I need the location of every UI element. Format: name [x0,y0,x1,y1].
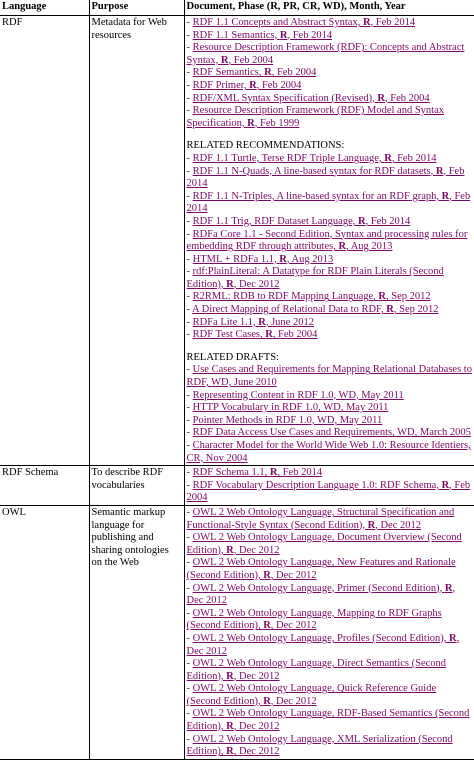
document-date: , Dec 2012 [233,670,280,682]
document-link[interactable] [193,153,437,164]
list-dash: - [186,467,193,479]
document-entry [187,440,473,465]
document-link[interactable] [193,93,430,104]
document-entry [187,153,473,166]
document-title: rdf:PlainLiteral: A Datatype for RDF Plain Literals (Second Edition), [186,266,444,290]
document-title: RDF 1.1 Turtle, Terse RDF Triple Language, [192,152,385,164]
document-title: RDFa Core 1.1 - Second Edition, Syntax and processing rules for embedding RDF through attributes, [186,228,468,253]
document-title: R2RML: RDB to RDF Mapping Language, [192,291,379,303]
header-language: Language [0,0,89,16]
document-entry [187,291,473,304]
purpose-cell: Semantic markup language for publishing and sharing ontologies on the Web [89,505,184,759]
document-entry [187,467,473,480]
phase-label: R [338,241,347,253]
document-link[interactable] [193,30,332,41]
list-dash: - [186,389,193,401]
document-link[interactable] [193,291,431,302]
document-link[interactable] [193,317,314,328]
document-title: OWL 2 Web Ontology Language, Profiles (Second Edition), [192,632,449,644]
document-date: , Feb 2014 [391,152,437,164]
document-link[interactable] [187,440,471,464]
document-link[interactable] [187,583,456,607]
document-title: Pointer Methods in RDF 1.0, WD, May 2011 [192,414,383,426]
document-entry [187,93,473,106]
phase-label: R [263,620,271,632]
list-dash: - [186,440,193,451]
document-date: , Dec 2012 [270,695,317,707]
list-dash: - [186,479,193,491]
document-link[interactable] [193,402,389,413]
phase-label: R [444,582,453,594]
document-link[interactable] [187,166,465,190]
document-title: RDF/XML Syntax Specification (Revised), [192,92,378,104]
document-entry [187,80,473,93]
document-entry [187,507,473,532]
list-dash: - [186,632,193,644]
list-dash: - [186,329,193,341]
document-link[interactable] [193,329,318,340]
list-dash: - [186,228,193,240]
document-title: Resource Description Framework (RDF): Concepts and Abstract Syntax, [186,42,465,66]
document-entry [187,734,473,759]
document-link[interactable] [187,557,456,581]
phase-label: R [279,29,288,41]
document-entry [187,17,473,30]
document-entry [187,683,473,708]
document-link[interactable] [187,633,460,657]
document-date: , Dec 2012 [233,278,280,290]
document-link[interactable] [193,415,383,426]
phase-label: R [265,329,273,341]
phase-label: R [226,278,234,290]
document-date: , Dec 2012 [186,632,460,657]
document-entry [187,708,473,733]
document-entry [187,105,473,130]
document-entry [187,532,473,557]
document-title: Character Model for the World Wide Web 1.0: Resource Identiers, CR, Nov 2004 [186,440,471,464]
language-cell: RDF [0,16,89,466]
document-title: OWL 2 Web Ontology Language, Direct Semantics (Second Edition), [186,658,447,682]
phase-label: R [249,79,257,91]
list-dash: - [186,708,193,720]
table-row [0,505,474,759]
list-dash: - [186,733,193,745]
phase-label: R [378,291,387,303]
document-link[interactable] [187,683,437,707]
document-date: , Sep 2012 [393,304,439,316]
document-title: OWL 2 Web Ontology Language, Structural Specification and Functional-Style Syntax (Second Edition), [186,506,455,531]
list-dash: - [186,683,193,695]
document-entry [187,191,473,216]
phase-label: R [226,746,234,758]
document-title: A Direct Mapping of Relational Data to RDF, [192,304,387,316]
document-title: OWL 2 Web Ontology Language, Document Overview (Second Edition), [186,532,462,556]
phase-label: R [258,316,266,328]
document-link[interactable] [187,507,455,531]
header-row [0,0,474,16]
document-title: HTTP Vocabulary in RDF 1.0, WD, May 2011 [192,402,389,414]
phase-label: R [269,467,278,479]
document-entry [187,317,473,330]
document-date: , Dec 2012 [233,721,280,733]
document-entry [187,608,473,633]
document-date: , Dec 2012 [375,519,421,531]
document-date: , Feb 2014 [186,190,471,215]
document-date: , Feb 2004 [385,92,430,104]
document-entry [187,633,473,658]
list-dash: - [186,291,193,303]
list-dash: - [186,658,193,670]
document-title: OWL 2 Web Ontology Language, Mapping to RDF Graphs (Second Edition), [186,607,442,632]
document-title: RDF Data Access Use Cases and Requirements, WD, March 2005 [192,427,471,439]
language-cell: OWL [0,505,89,759]
list-dash: - [186,79,193,91]
document-entry [187,390,473,403]
document-title: OWL 2 Web Ontology Language, Quick Reference Guide (Second Edition), [186,683,437,707]
document-date: , Feb 2014 [365,215,411,227]
purpose-cell: To describe RDF vocabularies [89,466,184,506]
document-date: , Aug 2013 [286,253,334,265]
document-title: OWL 2 Web Ontology Language, RDF-Based Semantics (Second Edition), [186,708,470,733]
document-date: , Feb 2004 [256,79,302,91]
list-dash: - [186,29,193,41]
document-entry [187,415,473,428]
document-date: , June 2012 [265,316,314,328]
phase-label: R [377,92,386,104]
phase-label: R [264,67,272,79]
phase-label: R [358,215,366,227]
document-link[interactable] [192,304,438,315]
document-date: , Sep 2012 [386,291,431,303]
list-dash: - [186,607,193,619]
list-dash: - [186,105,193,117]
document-entry [187,364,473,389]
document-link[interactable] [193,216,411,227]
list-dash: - [186,215,193,227]
document-entry [187,583,473,608]
document-date: , Aug 2013 [346,241,393,253]
document-entry [187,216,473,229]
list-dash: - [186,414,193,426]
phase-label: R [263,569,271,581]
document-link[interactable] [187,42,465,66]
document-link[interactable] [187,229,468,253]
document-title: RDF Primer, [192,79,250,91]
document-date: , Feb 2014 [287,29,333,41]
document-title: RDF Schema 1.1, [192,467,270,479]
document-title: RDF 1.1 Trig, RDF Dataset Language, [192,215,358,227]
document-date: , Dec 2012 [233,746,280,758]
documents-cell [184,505,474,759]
document-date: , Feb 2014 [277,467,323,479]
document-link[interactable] [193,390,404,401]
document-date: , Feb 2004 [228,54,274,66]
list-dash: - [186,92,193,104]
document-title: OWL 2 Web Ontology Language, New Features and Rationale (Second Edition), [186,557,456,581]
document-entry [187,557,473,582]
list-dash: - [186,402,193,414]
list-dash: - [186,316,193,328]
documents-cell [184,16,474,466]
header-purpose: Purpose [89,0,184,16]
document-entry [187,304,473,317]
document-link[interactable] [187,191,471,215]
document-entry [187,266,473,291]
list-dash: - [186,253,193,265]
document-entry [187,427,473,440]
document-link[interactable] [187,532,462,556]
document-link[interactable] [187,608,442,632]
purpose-cell: Metadata for Web resources [89,16,184,466]
document-title: RDF Vocabulary Description Language 1.0: RDF Schema, [192,479,442,491]
document-date: , Dec 2012 [270,620,317,632]
list-dash: - [186,165,193,177]
document-date: , Feb 2004 [271,67,317,79]
table-body [0,16,474,760]
document-link[interactable] [193,427,471,438]
phase-label: R [441,190,450,202]
document-link[interactable] [193,254,334,265]
phase-label: R [226,721,234,733]
document-entry [187,67,473,80]
document-entry [187,166,473,191]
document-link[interactable] [187,480,471,504]
phase-label: R [384,152,392,164]
list-dash: - [186,427,193,439]
document-link[interactable] [193,17,416,28]
table-row [0,466,474,506]
phase-label: R [386,304,394,316]
document-date: , Dec 2012 [186,582,456,607]
list-dash: - [186,582,193,594]
document-entry [187,402,473,415]
documents-cell [184,466,474,506]
document-title: RDF 1.1 Semantics, [192,29,280,41]
document-entry [187,329,473,342]
document-date: , Feb 1999 [254,117,300,129]
document-link[interactable] [187,708,470,732]
phase-label: R [279,253,287,265]
document-title: RDFa Lite 1.1, [192,316,259,328]
list-dash: - [186,190,193,202]
document-title: OWL 2 Web Ontology Language, XML Serialization (Second Edition), [186,733,453,758]
document-date: , Feb 2004 [272,329,318,341]
document-title: OWL 2 Web Ontology Language, Primer (Second Edition), [192,582,445,594]
table-row [0,16,474,466]
document-link[interactable] [187,658,447,682]
document-title: Representing Content in RDF 1.0, WD, May 2011 [192,389,404,401]
document-entry [187,254,473,267]
phase-label: R [220,54,229,66]
phase-label: R [226,544,234,556]
document-entry [187,229,473,254]
phase-label: R [226,670,234,682]
header-document: Document, Phase (R, PR, CR, WD), Month, Year [184,0,474,16]
document-entry [187,480,473,505]
list-dash: - [186,364,193,376]
phase-label: R [263,695,271,707]
document-date: , Feb 2004 [186,479,471,504]
document-title: RDF 1.1 N-Quads, A line-based syntax for RDF datasets, [192,165,436,177]
list-dash: - [186,17,193,28]
list-dash: - [186,67,193,79]
list-dash: - [186,152,193,164]
phase-label: R [367,519,376,531]
document-link[interactable] [193,467,323,478]
document-title: Use Cases and Requirements for Mapping Relational Databases to RDF, WD, June 2010 [186,364,472,389]
document-date: , Dec 2012 [270,569,317,581]
document-link[interactable] [187,105,445,129]
phase-label: R [441,479,450,491]
document-entry [187,42,473,67]
document-entry [187,30,473,43]
document-title: RDF Test Cases, [192,329,266,341]
document-link[interactable] [193,80,302,91]
phase-label: R [362,17,371,28]
document-link[interactable] [193,67,317,78]
document-title: HTML + RDFa 1.1, [192,253,280,265]
document-title: RDF 1.1 N-Triples, A line-based syntax for an RDF graph, [192,190,442,202]
document-link[interactable] [187,364,472,388]
list-dash: - [186,42,193,54]
document-date: , Feb 2014 [186,165,465,190]
document-date: , Feb 2014 [370,17,416,28]
document-title: RDF Semantics, [192,67,265,79]
phase-label: R [448,632,457,644]
document-link[interactable] [187,266,444,290]
list-dash: - [186,557,193,569]
list-dash: - [186,304,193,316]
list-dash: - [186,532,193,544]
document-title: RDF 1.1 Concepts and Abstract Syntax, [192,17,363,28]
document-title: Resource Description Framework (RDF) Model and Syntax Specification, [186,105,444,129]
list-dash: - [186,506,193,518]
document-date: , Dec 2012 [233,544,280,556]
document-link[interactable] [187,734,453,758]
phase-label: R [247,117,255,129]
language-cell: RDF Schema [0,466,89,506]
section-heading: RELATED DRAFTS: [186,351,279,363]
phase-label: R [435,165,444,177]
list-dash: - [186,266,193,278]
section-heading: RELATED RECOMMENDATIONS: [186,140,345,152]
